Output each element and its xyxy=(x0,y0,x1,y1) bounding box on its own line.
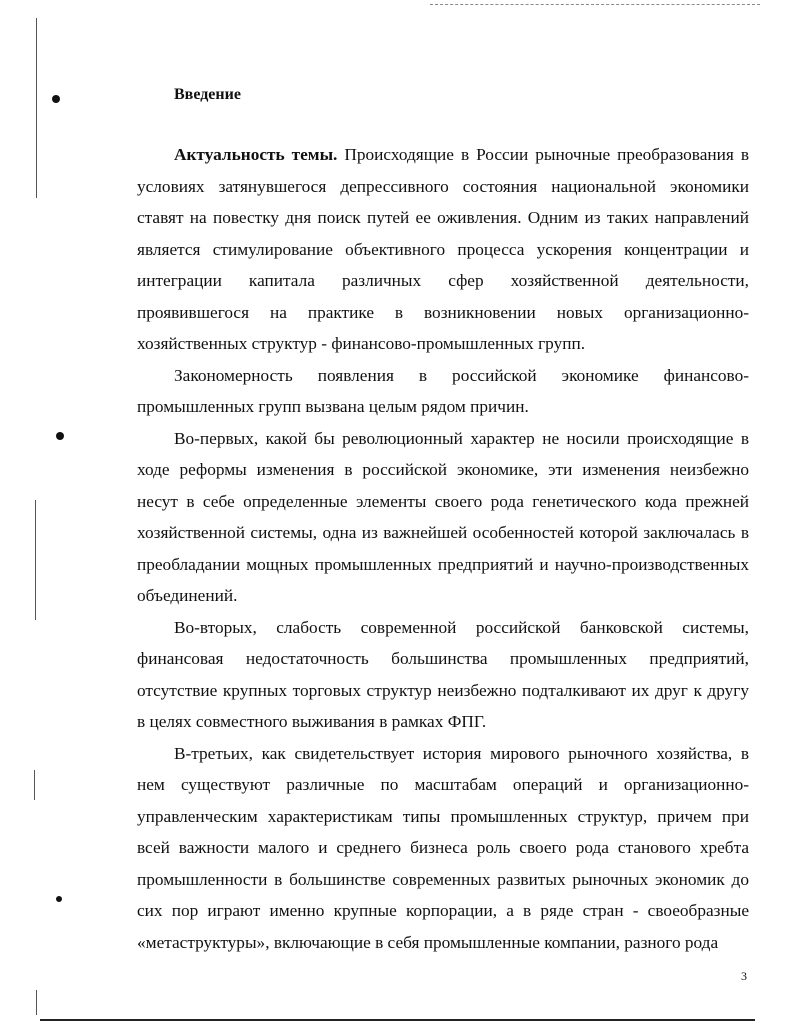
paragraph-lead: Актуальность темы. xyxy=(174,145,338,164)
paragraph: В-третьих, как свидетельствует история мирового рыночного хозяйства, в нем существуют различные по масштабам операций и организационно-управленческим характеристикам типы промышленных структур, причем при всей важности малого и среднего бизнеса роль своего рода станового хребта промышленности в большинстве современных развитых рыночных экономик до сих пор играют именно крупные корпорации, а в ряде стран - своеобразные «метаструктуры», включающие в себя промышленные компании, разного рода xyxy=(137,743,749,952)
body-text xyxy=(137,139,749,958)
paragraph-text: Происходящие в России рыночные преобразования в условиях затянувшегося депрессивного состояния национальной экономики ставят на повестку дня поиск путей ее оживления. Одним из таких направлений является стимулирование объективного процесса ускорения концентрации и интеграции капитала различных сфер хозяйственной деятельности, проявившегося на практике в возникновении новых организационно-хозяйственных структур - финансово-промышленных групп. xyxy=(137,145,749,353)
scan-margin-line-middle xyxy=(35,500,36,620)
scan-margin-line-bottom xyxy=(36,990,37,1015)
scan-margin-line-top xyxy=(36,18,37,198)
section-heading: Введение xyxy=(174,86,241,103)
paragraph-relevance xyxy=(137,139,749,360)
scan-margin-line-lower xyxy=(34,770,35,800)
paragraph: Во-первых, какой бы революционный характер не носили происходящие в ходе реформы изменения в российской экономике, эти изменения неизбежно несут в себе определенные элементы своего рода генетического кода прежней хозяйственной системы, одна из важнейшей особенностей которой заключалась в преобладании мощных промышленных предприятий и научно-производственных объединений. xyxy=(137,428,749,605)
binder-hole-mark xyxy=(56,896,62,902)
paragraph: Закономерность появления в российской экономике финансово-промышленных групп вызвана целым рядом причин. xyxy=(137,365,749,416)
page-number: 3 xyxy=(741,969,747,983)
scan-edge-top xyxy=(430,4,760,5)
binder-hole-mark xyxy=(56,432,64,440)
page-bottom-rule xyxy=(40,1019,755,1021)
binder-hole-mark xyxy=(52,95,60,103)
paragraph: Во-вторых, слабость современной российской банковской системы, финансовая недостаточность большинства промышленных предприятий, отсутствие крупных торговых структур неизбежно подталкивают их друг к другу в целях совместного выживания в рамках ФПГ. xyxy=(137,617,749,731)
